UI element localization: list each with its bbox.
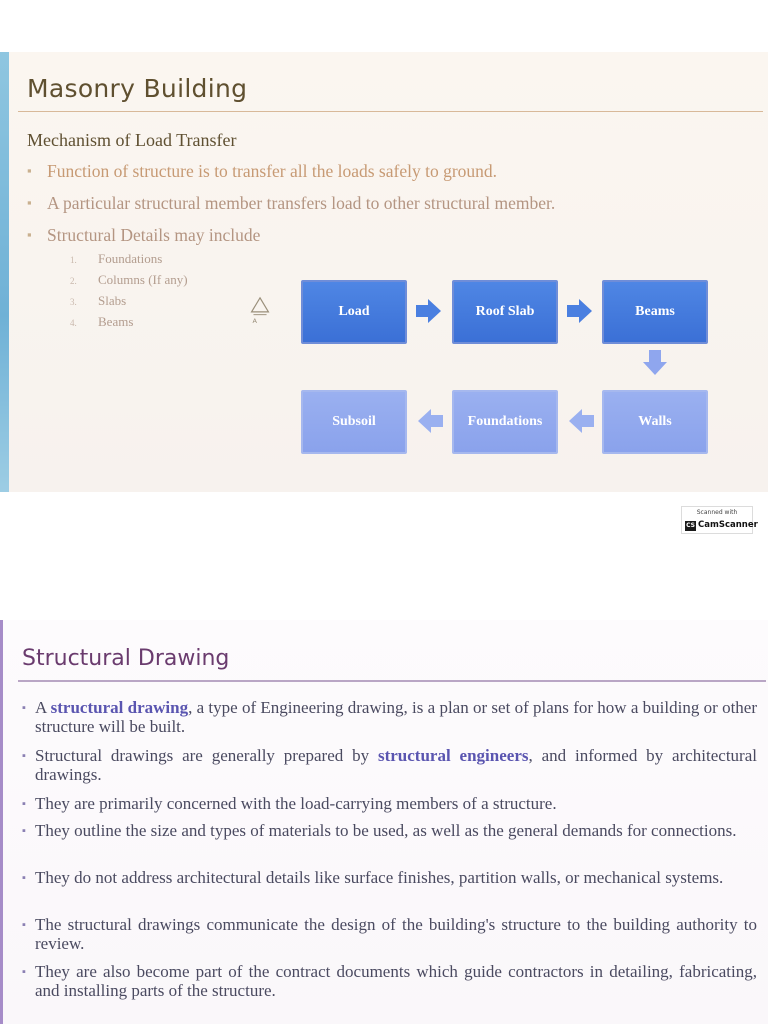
arrow-left-icon: [568, 408, 594, 434]
bullet-item: ▪ Structural Details may include: [27, 222, 555, 254]
slide-title: Structural Drawing: [22, 646, 230, 671]
flow-box-subsoil: Subsoil: [301, 390, 407, 454]
numbered-sublist: [70, 248, 188, 332]
title-divider: [18, 111, 763, 112]
slide-title: Masonry Building: [27, 74, 248, 103]
flow-box-load: Load: [301, 280, 407, 344]
slide-accent-bar: [0, 52, 9, 492]
slide-accent-bar: [0, 620, 3, 1024]
bullet-item: ▪ Function of structure is to transfer all the loads safely to ground.: [27, 158, 555, 190]
warning-triangle-icon: [249, 296, 271, 324]
arrow-down-icon: [642, 350, 668, 376]
flow-box-roof-slab: Roof Slab: [452, 280, 558, 344]
keyword: structural engineers: [377, 746, 529, 765]
bullet-square-icon: ▪: [22, 825, 26, 837]
svg-text:A: A: [252, 317, 258, 324]
watermark-line1: Scanned with: [696, 509, 738, 516]
bullet-item: ▪ A structural drawing, a type of Engineering drawing, is a plan or set of plans for how a building or other structure will be built.: [22, 698, 757, 736]
bullet-square-icon: ▪: [22, 702, 26, 714]
flow-box-foundations: Foundations: [452, 390, 558, 454]
bullet-square-icon: ▪: [22, 966, 26, 978]
bullet-item: ▪ They are also become part of the contract documents which guide contractors in detailing, fabricating, and installing parts of the structure.: [22, 962, 757, 1000]
bullet-square-icon: ▪: [22, 872, 26, 884]
sublist-item: 1. Foundations: [70, 251, 163, 266]
sublist-item: 3. Slabs: [70, 293, 127, 308]
arrow-right-icon: [567, 298, 593, 324]
bullet-square-icon: ▪: [27, 195, 32, 210]
sublist-item: 4. Beams: [70, 314, 134, 329]
bullet-item: ▪ Structural drawings are generally prepared by structural engineers, and informed by architectural drawings.: [22, 746, 757, 784]
bullet-square-icon: ▪: [27, 227, 32, 242]
bullet-item: ▪ The structural drawings communicate the design of the building's structure to the building authority to review.: [22, 915, 757, 953]
bullet-square-icon: ▪: [27, 163, 32, 178]
camscanner-logo-icon: CS: [686, 522, 695, 529]
flow-box-walls: Walls: [602, 390, 708, 454]
slide-subtitle: Mechanism of Load Transfer: [27, 130, 237, 150]
sublist-item: 2. Columns (If any): [70, 272, 188, 287]
keyword: structural drawing: [50, 698, 189, 717]
arrow-left-icon: [417, 408, 443, 434]
arrow-right-icon: [416, 298, 442, 324]
bullet-item: ▪ They do not address architectural details like surface finishes, partition walls, or mechanical systems.: [22, 868, 724, 887]
camscanner-watermark: [681, 506, 758, 534]
title-divider: [18, 680, 766, 682]
bullet-item: ▪ A particular structural member transfers load to other structural member.: [27, 190, 555, 222]
bullet-square-icon: ▪: [22, 750, 26, 762]
watermark-line2: CamScanner: [698, 520, 758, 530]
bullet-list: [27, 158, 555, 254]
bullet-square-icon: ▪: [22, 798, 26, 810]
bullet-square-icon: ▪: [22, 919, 26, 931]
slide-masonry-building: [0, 52, 768, 492]
bullet-item: ▪ They are primarily concerned with the load-carrying members of a structure.: [22, 794, 557, 813]
bullet-item: ▪ They outline the size and types of materials to be used, as well as the general demands for connections.: [22, 821, 737, 840]
flow-box-beams: Beams: [602, 280, 708, 344]
slide-structural-drawing: [0, 620, 768, 1024]
